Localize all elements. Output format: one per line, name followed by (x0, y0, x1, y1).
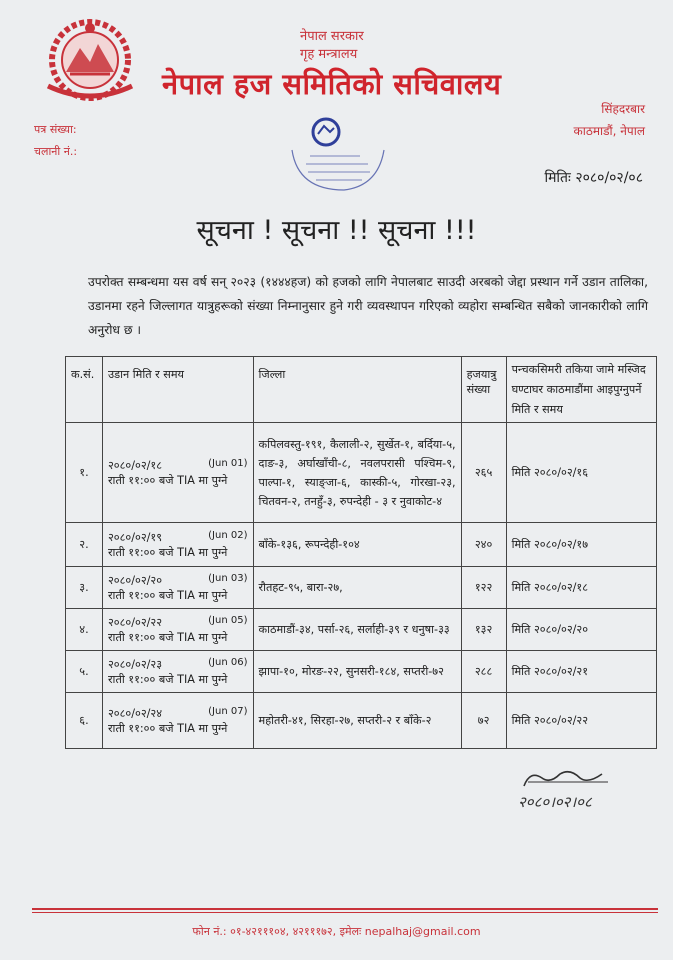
table-row (66, 567, 657, 609)
flight-time: राती ११:०० बजे TIA मा पुग्ने (107, 545, 228, 559)
flight-schedule-table (65, 356, 657, 749)
table-header-row (66, 357, 657, 423)
flight-date: २०८०/०२/१९ (107, 530, 163, 544)
header-flight-date: उडान मिति र समय (102, 357, 253, 423)
cell-pilgrim-count: २८८ (461, 651, 506, 693)
cell-pilgrim-count: १२२ (461, 567, 506, 609)
notice-body: उपरोक्त सम्बन्धमा यस वर्ष सन् २०२३ (१४४४हज) को हजको लागि नेपालबाट साउदी अरबको जेद्दा प्रस्थान गर्ने उडान तालिका, उडानमा रहने जिल्लागत यात्रुहरूको संख्या निम्नानुसार हुने गरी व्यवस्थापन गरिएको व्यहोरा सम्बन्धित सबैको जानकारीको लागि अनुरोध छ । (88, 275, 648, 337)
dispatch-number-label: चलानी नं.: (34, 145, 78, 158)
cell-pilgrim-count: २४० (461, 523, 506, 567)
cell-district: काठमाडौं-३४, पर्सा-२६, सर्लाही-३९ र धनुषा-३३ (253, 609, 461, 651)
notice-title: सूचना ! सूचना !! सूचना !!! (196, 215, 477, 246)
office-stamp-icon (274, 110, 394, 198)
cell-district: बाँके-१३६, रूपन्देही-१०४ (253, 523, 461, 567)
cell-district: कपिलवस्तु-१९१, कैलाली-२, सुर्खेत-१, बर्दिया-५, दाङ-३, अर्घाखाँची-८, नवलपरासी पश्चिम-९, पाल्पा-१, स्याङ्जा-६, कास्की-५, गोरखा-२३, चितवन-२, तनहुँ-३, रुपन्देही - ३ र नुवाकोट-४ (253, 423, 461, 523)
cell-flight-date (102, 651, 253, 693)
flight-time: राती ११:०० बजे TIA मा पुग्ने (107, 588, 228, 602)
cell-serial: १. (66, 423, 103, 523)
cell-serial: ५. (66, 651, 103, 693)
government-label: नेपाल सरकार (300, 29, 364, 44)
cell-district: रौतहट-९५, बारा-२७, (253, 567, 461, 609)
cell-flight-date (102, 567, 253, 609)
flight-date-gregorian: (Jun 05) (208, 614, 248, 626)
flight-date-gregorian: (Jun 06) (208, 656, 248, 668)
flight-time: राती ११:०० बजे TIA मा पुग्ने (107, 630, 228, 644)
cell-serial: ३. (66, 567, 103, 609)
flight-date-gregorian: (Jun 01) (208, 457, 248, 469)
footer-divider (32, 908, 658, 910)
flight-date-gregorian: (Jun 03) (208, 572, 248, 584)
footer-contact: फोन नं.: ०१-४२१११०४, ४२१११७२, इमेलः nepalhaj@gmail.com (192, 925, 481, 938)
header-district: जिल्ला (253, 357, 461, 423)
cell-report-date: मिति २०८०/०२/२० (506, 609, 656, 651)
cell-pilgrim-count: २६५ (461, 423, 506, 523)
cell-report-date: मिति २०८०/०२/१६ (506, 423, 656, 523)
cell-flight-date (102, 693, 253, 749)
cell-report-date: मिति २०८०/०२/१८ (506, 567, 656, 609)
flight-date: २०८०/०२/१८ (107, 458, 163, 472)
header-report-date: पन्चकसिमरी तकिया जामे मस्जिद घण्टाघर काठमाडौंमा आइपुग्नुपर्ने मिति र समय (506, 357, 656, 423)
flight-date-gregorian: (Jun 02) (208, 529, 248, 541)
flight-date: २०८०/०२/२४ (107, 706, 163, 720)
cell-serial: २. (66, 523, 103, 567)
cell-flight-date (102, 423, 253, 523)
table-row (66, 423, 657, 523)
table-row (66, 651, 657, 693)
table-row (66, 523, 657, 567)
flight-date: २०८०/०२/२३ (107, 657, 163, 671)
ministry-label: गृह मन्त्रालय (300, 47, 358, 62)
address-line-2: काठमाडौं, नेपाल (573, 124, 645, 138)
cell-district: महोतरी-४१, सिरहा-२७, सप्तरी-२ र बाँके-२ (253, 693, 461, 749)
header-serial: क.सं. (66, 357, 103, 423)
address-line-1: सिंहदरबार (601, 102, 645, 116)
cell-flight-date (102, 523, 253, 567)
cell-report-date: मिति २०८०/०२/२२ (506, 693, 656, 749)
flight-time: राती ११:०० बजे TIA मा पुग्ने (107, 473, 228, 487)
cell-report-date: मिति २०८०/०२/२१ (506, 651, 656, 693)
letter-date: मितिः २०८०/०२/०८ (544, 170, 643, 186)
cell-report-date: मिति २०८०/०२/१७ (506, 523, 656, 567)
office-name: नेपाल हज समितिको सचिवालय (162, 67, 502, 101)
cell-flight-date (102, 609, 253, 651)
header-pilgrim-count: हजयात्रु संख्या (461, 357, 506, 423)
footer-divider-thin (32, 912, 658, 913)
reference-number-label: पत्र संख्या: (34, 123, 77, 136)
cell-pilgrim-count: १३२ (461, 609, 506, 651)
table-row (66, 693, 657, 749)
signature-date: २०८०।०२।०८ (518, 793, 592, 811)
flight-date-gregorian: (Jun 07) (208, 705, 248, 717)
cell-serial: ४. (66, 609, 103, 651)
flight-date: २०८०/०२/२० (107, 573, 163, 587)
flight-time: राती ११:०० बजे TIA मा पुग्ने (107, 672, 228, 686)
cell-district: झापा-१०, मोरङ-२२, सुनसरी-१८४, सप्तरी-७२ (253, 651, 461, 693)
flight-time: राती ११:०० बजे TIA मा पुग्ने (107, 721, 228, 735)
cell-serial: ६. (66, 693, 103, 749)
cell-pilgrim-count: ७२ (461, 693, 506, 749)
nepal-emblem-icon (36, 14, 144, 104)
flight-date: २०८०/०२/२२ (107, 615, 163, 629)
table-row (66, 609, 657, 651)
